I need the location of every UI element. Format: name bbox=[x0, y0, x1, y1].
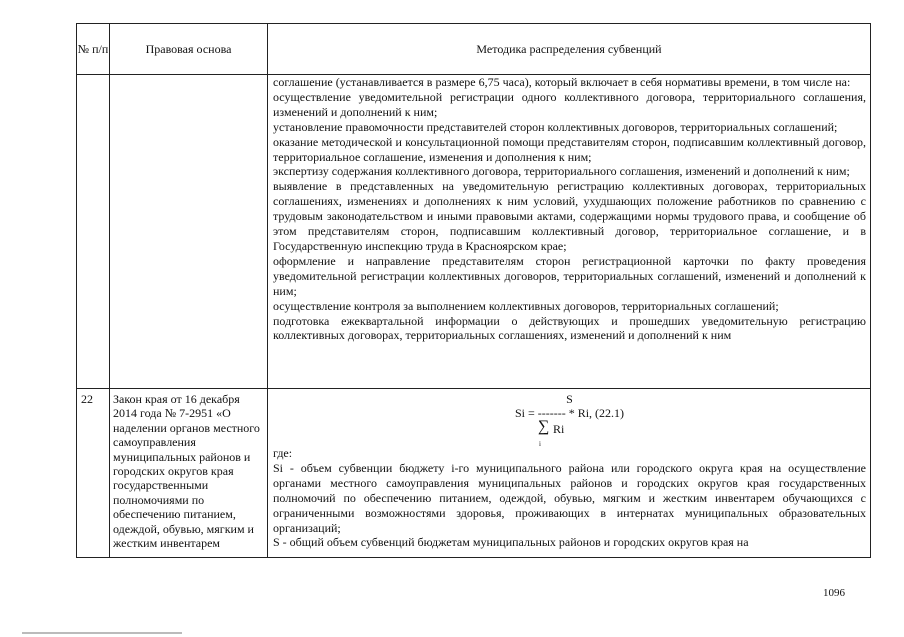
where-label: где: bbox=[273, 446, 293, 460]
legal-basis-text: Закон края от 16 декабря 2014 года № 7-2951 «О наделении органов местного самоуправления муниципальных районов и городских округов края государственными полномочиями по обеспечению питанием, одеждой, обувью, мягким и жестким инвентарем bbox=[110, 389, 268, 558]
paragraph: выявление в представленных на уведомительную регистрацию коллективных договорах, территориальных соглашениях, изменениях и дополнениях к ним условий, ухудшающих положение работников по сравнению с трудовым законодательством и иными правовыми актами, содержащими нормы трудового права, и сообщение об этом представителям сторон, подписавшим коллективный договор, территориальное соглашение, и в Государственную инспекцию труда в Красноярском крае; bbox=[273, 179, 866, 253]
table-header-row bbox=[77, 24, 871, 75]
formula-main-line: Si = ------- * Ri, (22.1) bbox=[514, 406, 625, 420]
formula-sum-index: i bbox=[539, 440, 541, 448]
si-definition: Si - объем субвенции бюджету i-го муниципального района или городского округа края на осуществление органами местного самоуправления муниципальных районов и городских округов края государственных полномочий по обеспечению питанием, одеждой, обувью, мягким и жестким инвентарем обучающихся с ограниченными возможностями здоровья, проживающих в интернатах муниципальных образовательных организаций; bbox=[273, 460, 866, 535]
paragraph: оформление и направление представителям сторон регистрационной карточки по факту проведения уведомительной регистрации коллективных договоров, территориальных соглашений, изменений и дополнений к ним; bbox=[273, 253, 866, 298]
row1-number-cell bbox=[77, 75, 110, 389]
paragraph: подготовка ежеквартальной информации о действующих и прошедших уведомительную регистрацию коллективных договорах, территориальных соглашениях, изменений и дополнений к ним bbox=[273, 313, 866, 343]
paragraph: экспертизу содержания коллективного договора, территориального соглашения, изменений и дополнений к ним; bbox=[273, 164, 850, 179]
row1-law-cell bbox=[110, 75, 268, 389]
header-methodology: Методика распределения субвенций bbox=[268, 24, 871, 75]
paragraph: осуществление контроля за выполнением коллективных договоров, территориальных соглашений; bbox=[273, 298, 779, 313]
page-number: 1096 bbox=[823, 587, 845, 599]
header-legal-basis: Правовая основа bbox=[110, 24, 268, 75]
formula-22-1 bbox=[273, 389, 866, 446]
scan-artifact bbox=[22, 632, 182, 634]
paragraph: осуществление уведомительной регистрации одного коллективного договора, территориального соглашения, изменений и дополнений к ним; bbox=[273, 89, 866, 119]
row1-method-cell bbox=[268, 75, 871, 389]
formula-denominator: Ri bbox=[553, 422, 565, 436]
table-row-continuation bbox=[77, 75, 871, 389]
table-row-22 bbox=[77, 389, 871, 558]
subsidy-table bbox=[76, 23, 871, 558]
paragraph: соглашение (устанавливается в размере 6,75 часа), который включает в себя нормативы времени, в том числе на: bbox=[273, 75, 851, 89]
s-definition: S - общий объем субвенций бюджетам муниципальных районов и городских округов края на bbox=[273, 535, 749, 550]
formula-numerator: S bbox=[566, 392, 573, 406]
row2-method-cell bbox=[268, 389, 871, 558]
paragraph: оказание методической и консультационной помощи представителям сторон, подписавшим коллективный договор, территориальное соглашение, изменения и дополнения к ним; bbox=[273, 134, 866, 164]
row-number: 22 bbox=[77, 389, 110, 558]
paragraph: установление правомочности представителей сторон коллективных договоров, территориальных соглашений; bbox=[273, 119, 838, 134]
header-number: № п/п bbox=[77, 24, 110, 75]
sum-icon: ∑ bbox=[538, 418, 550, 435]
